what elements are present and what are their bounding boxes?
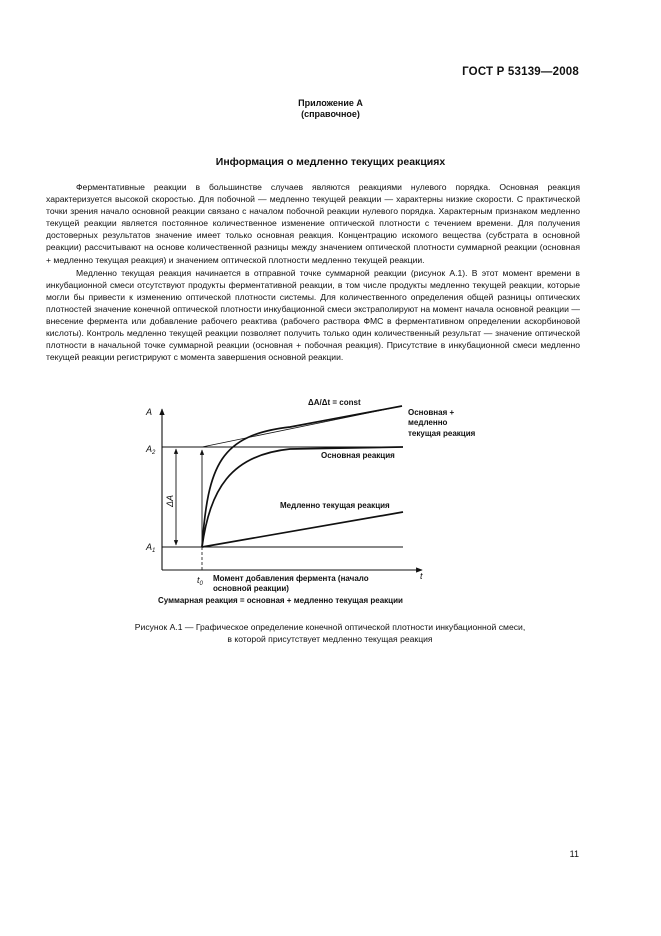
figure-a1	[140, 395, 476, 610]
appendix-label: Приложение А	[298, 98, 363, 108]
caption-line-1: Рисунок А.1 — Графическое определение конечной оптической плотности инкубационной смеси,	[134, 622, 526, 632]
page-number: 11	[569, 849, 579, 859]
total-reaction-label-2: медленно	[408, 418, 448, 427]
appendix-heading	[0, 98, 661, 120]
slow-reaction-line	[202, 512, 403, 547]
delta-a-label: ΔA	[165, 494, 175, 507]
paragraph-1: Ферментативные реакции в большинстве случаев являются реакциями нулевого порядка. Основная реакция характеризуется высокой скоростью. Для побочной — медленно текущей реакции — характерны низкие скорости. С практической точки зрения начало основной реакции связано с началом побочной реакции нулевого порядка. Характерным признаком медленно текущей реакции является постоянное количественное изменение оптической плотности с течением времени. Для получения достоверных результатов значение имеет только основная реакция. Концентрацию искомого вещества (субстрата в основной реакции) рассчитывают на основе количественной разницы между значением оптической плотности суммарной реакции (основная + медленно текущая реакция) и значением оптической плотности медленно текущей реакции.	[46, 182, 580, 265]
body-text	[46, 181, 580, 364]
a1-label: $A_1$	[146, 542, 156, 554]
sum-reaction-note: Суммарная реакция = основная + медленно текущая реакции	[158, 596, 403, 605]
slope-label: ΔA/Δt = const	[308, 398, 361, 407]
t0-label: $t_0$	[197, 575, 203, 587]
y-axis-label: A	[146, 407, 153, 417]
total-reaction-label-1: Основная +	[408, 408, 455, 417]
total-reaction-label-3: текущая реакция	[408, 429, 476, 438]
x-axis-label: t	[420, 571, 423, 581]
caption-line-2: в которой присутствует медленно текущая реакция	[227, 634, 433, 644]
extrapolation-line	[202, 406, 402, 447]
appendix-type: (справочное)	[301, 109, 360, 119]
a2-label: $A_2$	[146, 444, 156, 456]
main-reaction-label: Основная реакция	[321, 451, 395, 460]
enzyme-note-1: Момент добавления фермента (начало	[213, 574, 369, 583]
figure-caption	[40, 621, 620, 645]
reaction-graph	[140, 395, 476, 610]
document-standard-number: ГОСТ Р 53139—2008	[462, 66, 579, 78]
section-title: Информация о медленно текущих реакциях	[215, 156, 446, 168]
slow-reaction-label: Медленно текущая реакция	[280, 501, 390, 510]
total-reaction-curve	[202, 406, 402, 547]
enzyme-note-2: основной реакции)	[213, 584, 289, 593]
main-reaction-curve	[202, 447, 403, 547]
paragraph-2: Медленно текущая реакция начинается в отправной точке суммарной реакции (рисунок А.1). В этот момент времени в инкубационной смеси отсутствуют продукты ферментативной реакции, в том числе продукты медленно текущей реакции, которые могли бы привести к изменению оптической плотности системы. Для количественного определения общей разницы оптических плотностей значение конечной оптической плотности инкубационной смеси экстраполируют на момент начала основной реакции — внесение фермента или добавление рабочего реактива (рабочего раствора ФМС в ферментативном определении аскорбиновой кислоты). Контроль медленно текущей реакции позволяет получить только один количественный результат — значение оптической плотности в начальной точке суммарной реакции (основная + побочная реакция). Присутствие в инкубационной смеси медленно текущей реакции регистрируют с момента завершения основной реакции.	[46, 267, 580, 363]
